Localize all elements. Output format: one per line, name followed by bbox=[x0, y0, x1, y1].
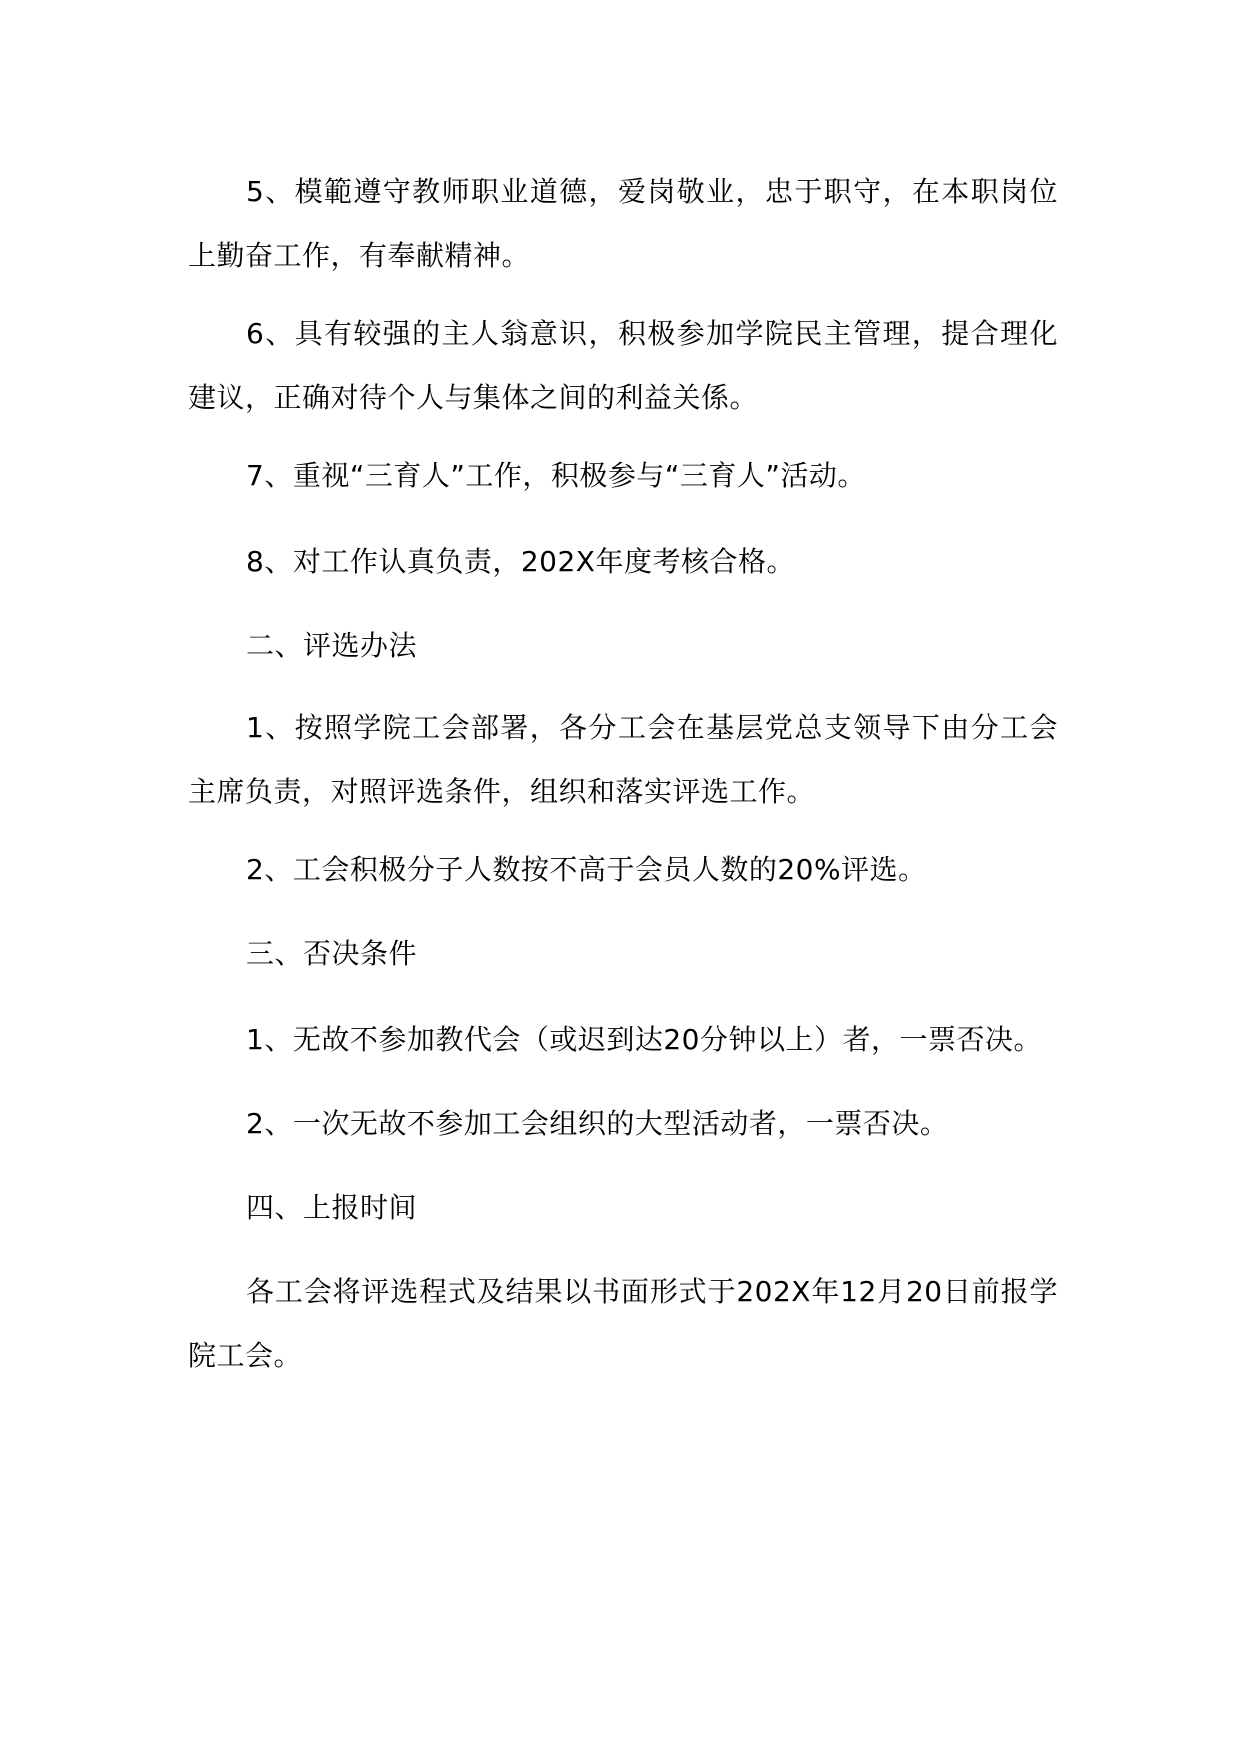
method-item-1: 1、按照学院工会部署，各分工会在基层党总支领导下由分工会主席负责，对照评选条件，组织和落实评选工作。 bbox=[188, 711, 1058, 808]
veto-item-1: 1、无故不参加教代会（或迟到达20分钟以上）者，一票否决。 bbox=[246, 1023, 1042, 1056]
veto-item-2: 2、一次无故不参加工会组织的大型活动者，一票否决。 bbox=[246, 1107, 949, 1140]
paragraph-item-8: 8、对工作认真负责，202X年度考核合格。 bbox=[246, 545, 795, 578]
paragraph-item-6: 6、具有较强的主人翁意识，积极参加学院民主管理，提合理化建议，正确对待个人与集体之间的利益关係。 bbox=[188, 317, 1058, 414]
method-item-2: 2、工会积极分子人数按不高于会员人数的20%评选。 bbox=[246, 853, 927, 886]
section-heading-report-time: 四、上报时间 bbox=[246, 1191, 418, 1224]
section-heading-veto-conditions: 三、否决条件 bbox=[246, 937, 418, 970]
section-heading-selection-method: 二、评选办法 bbox=[246, 629, 418, 662]
report-time-paragraph: 各工会将评选程式及结果以书面形式于202X年12月20日前报学院工会。 bbox=[188, 1275, 1058, 1372]
paragraph-item-5: 5、模範遵守教师职业道德，爱岗敬业，忠于职守，在本职岗位上勤奋工作，有奉献精神。 bbox=[188, 175, 1058, 272]
paragraph-item-7: 7、重视“三育人”工作，积极参与“三育人”活动。 bbox=[246, 459, 866, 492]
